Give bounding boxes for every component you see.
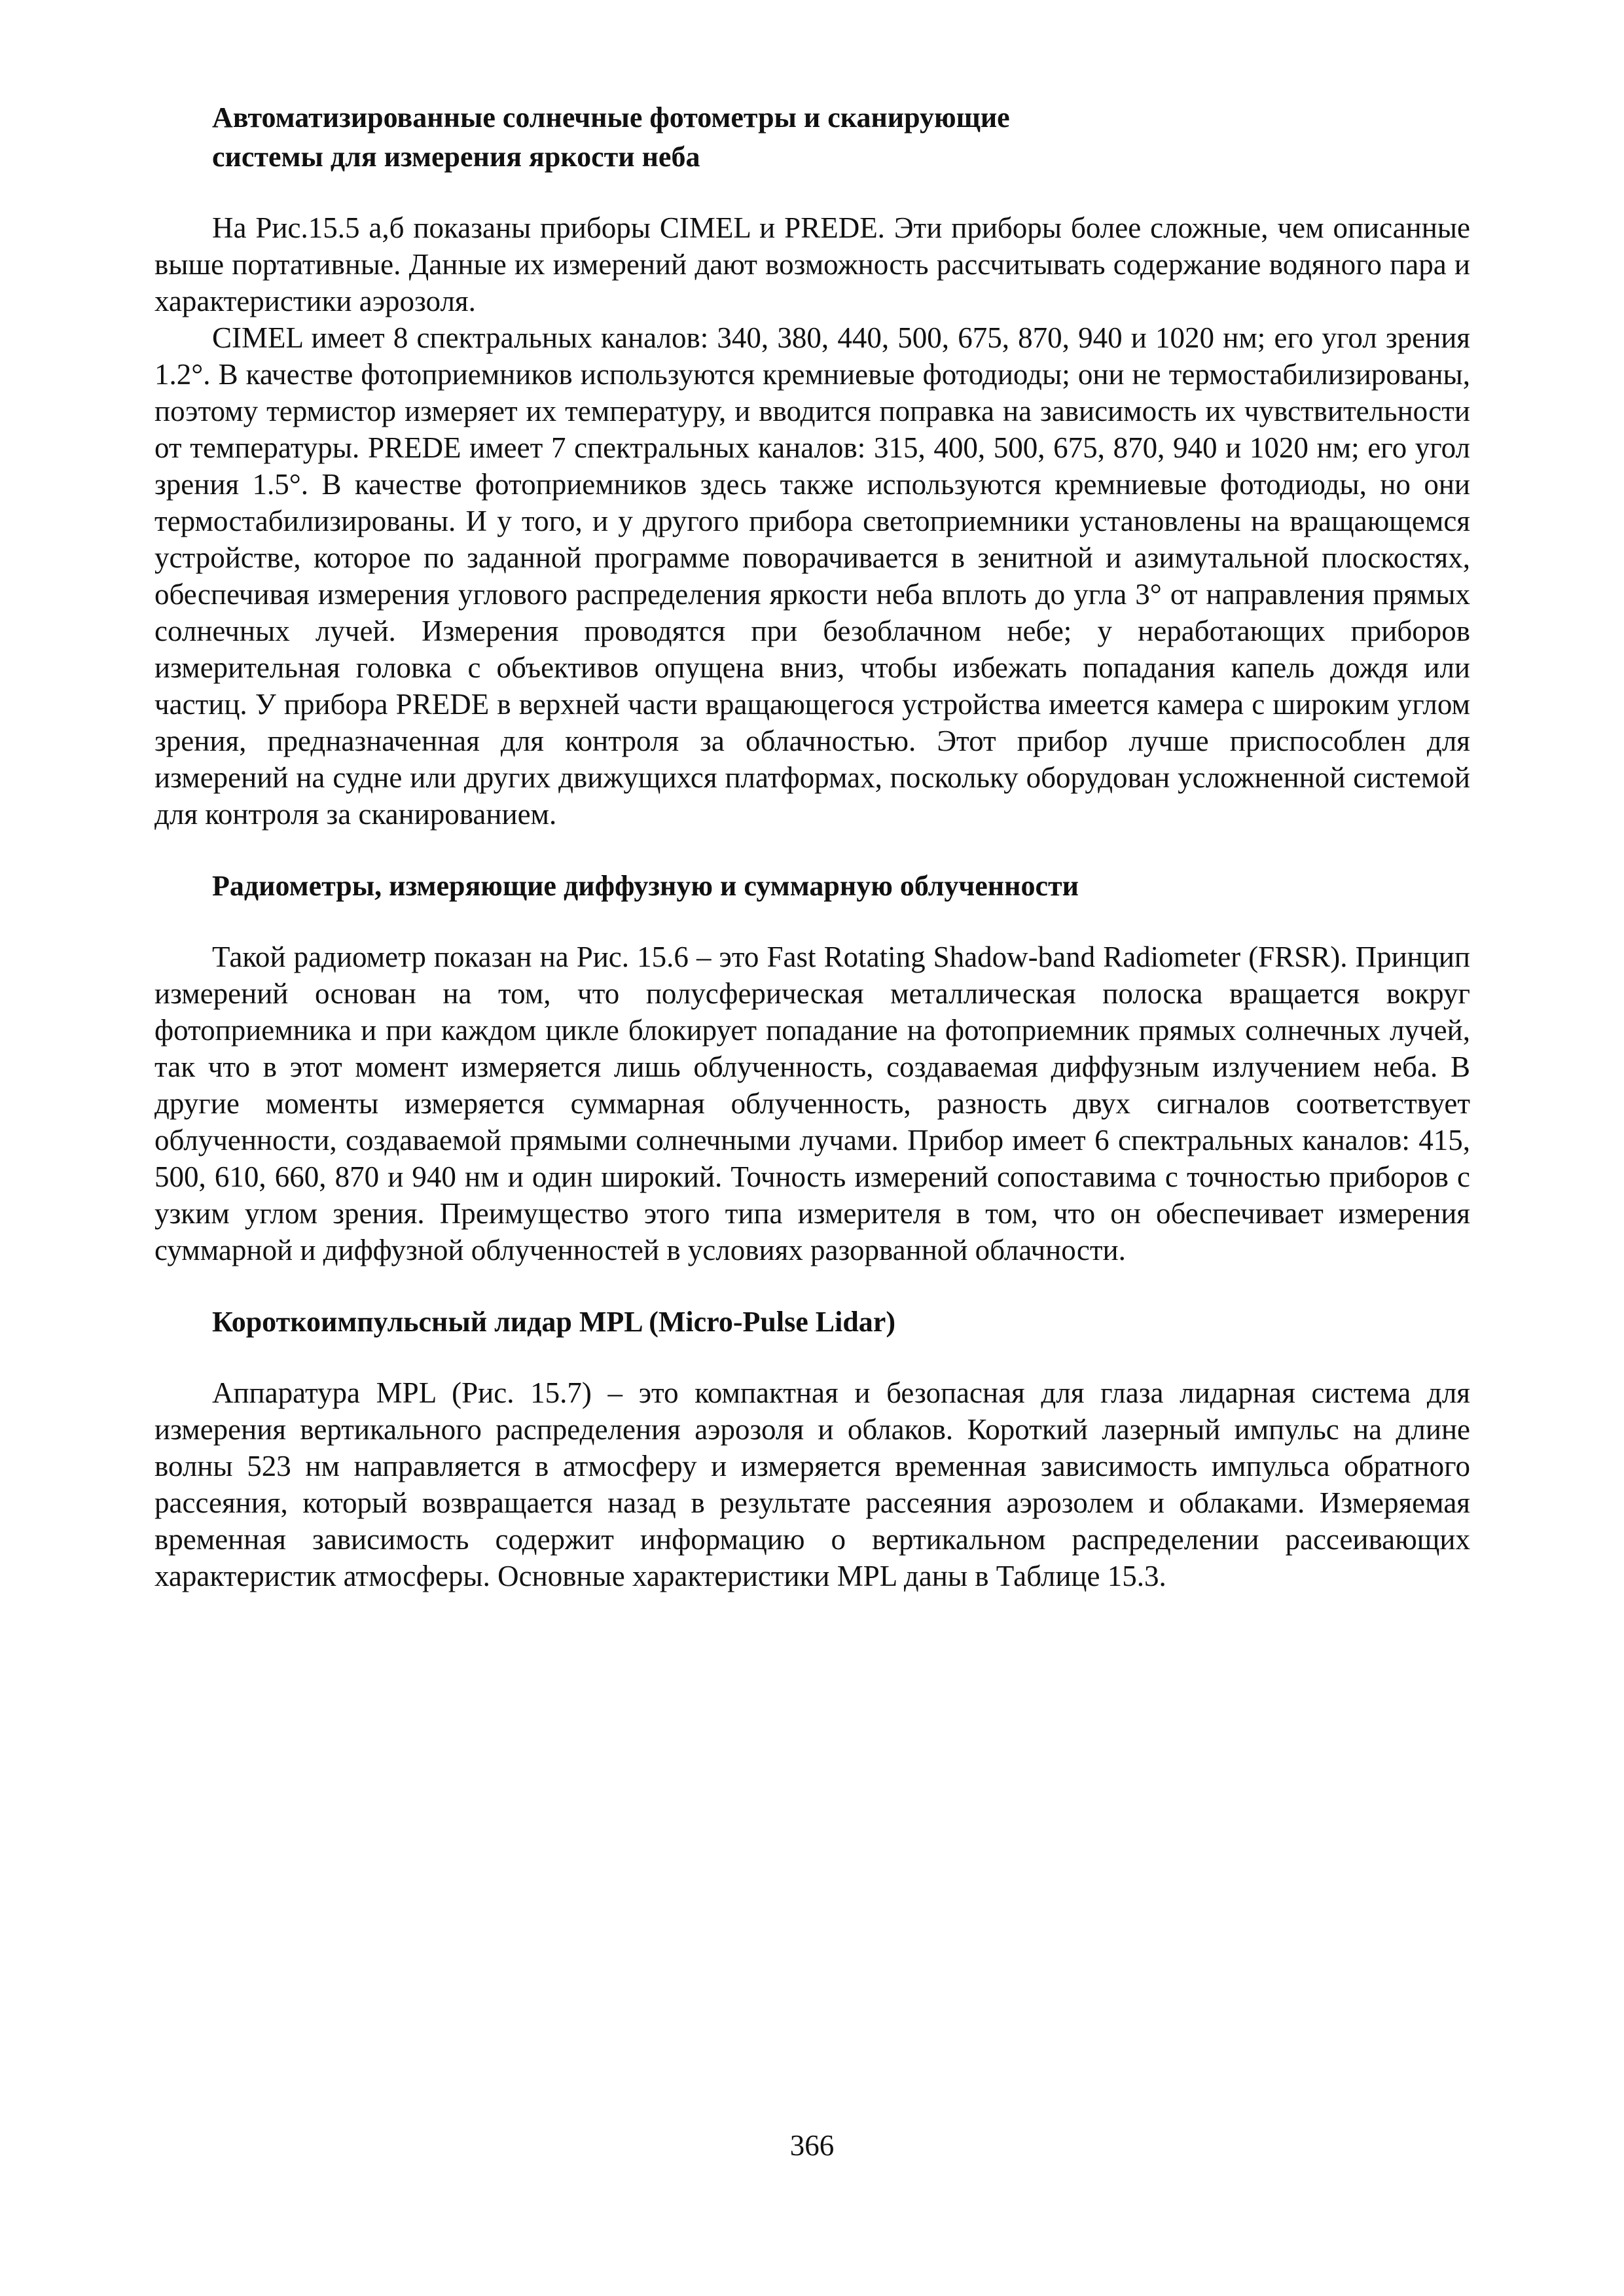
- page-number: 366: [789, 2129, 835, 2162]
- paragraph-cimel-prede-intro: На Рис.15.5 а,б показаны приборы CIMEL и PREDE. Эти приборы более сложные, чем описанные выше портативные. Данные их измерений дают возможность рассчитывать содержание водяного пара и характеристики аэрозоля.: [154, 211, 1470, 317]
- section-heading-photometers: Автоматизированные солнечные фотометры и сканирующие системы для измерения яркости неба: [212, 101, 1010, 173]
- section-heading-radiometers: Радиометры, измеряющие диффузную и суммарную облученности: [212, 870, 1079, 902]
- page-content: [154, 98, 1470, 1594]
- paragraph-mpl: Аппаратура MPL (Рис. 15.7) – это компактная и безопасная для глаза лидарная система для измерения вертикального распределения аэрозоля и облаков. Короткий лазерный импульс на длине волны 523 нм направляется в атмосферу и измеряется временная зависимость импульса обратного рассеяния, который возвращается назад в результате рассеяния аэрозолем и облаками. Измеряемая временная зависимость содержит информацию о вертикальном распределении рассеивающих характеристик атмосферы. Основные характеристики MPL даны в Таблице 15.3.: [154, 1376, 1470, 1592]
- paragraph-cimel-prede-details: CIMEL имеет 8 спектральных каналов: 340, 380, 440, 500, 675, 870, 940 и 1020 нм; его угол зрения 1.2°. В качестве фотоприемников используются кремниевые фотодиоды; они не термостабилизированы, поэтому термистор измеряет их температуру, и вводится поправка на зависимость их чувствительности от температуры. PREDE имеет 7 спектральных каналов: 315, 400, 500, 675, 870, 940 и 1020 нм; его угол зрения 1.5°. В качестве фотоприемников здесь также используются кремниевые фотодиоды, но они термостабилизированы. И у того, и у другого прибора светоприемники установлены на вращающемся устройстве, которое по заданной программе поворачивается в зенитной и азимутальной плоскостях, обеспечивая измерения углового распределения яркости неба вплоть до угла 3° от направления прямых солнечных лучей. Измерения проводятся при безоблачном небе; у неработающих приборов измерительная головка с объективов опущена вниз, чтобы избежать попадания капель дождя или частиц. У прибора PREDE в верхней части вращающегося устройства имеется камера с широким углом зрения, предназначенная для контроля за облачностью. Этот прибор лучше приспособлен для измерений на судне или других движущихся платформах, поскольку оборудован усложненной системой для контроля за сканированием.: [154, 321, 1470, 831]
- paragraph-frsr: Такой радиометр показан на Рис. 15.6 – это Fast Rotating Shadow-band Radiometer (FRSR). Принцип измерений основан на том, что полусферическая металлическая полоска вращается вокруг фотоприемника и при каждом цикле блокирует попадание на фотоприемник прямых солнечных лучей, так что в этот момент измеряется лишь облученность, создаваемая диффузным излучением неба. В другие моменты измеряется суммарная облученность, разность двух сигналов соответствует облученности, создаваемой прямыми солнечными лучами. Прибор имеет 6 спектральных каналов: 415, 500, 610, 660, 870 и 940 нм и один широкий. Точность измерений сопоставима с точностью приборов с узким углом зрения. Преимущество этого типа измерителя в том, что он обеспечивает измерения суммарной и диффузной облученностей в условиях разорванной облачности.: [154, 941, 1470, 1266]
- section-heading-lidar: Короткоимпульсный лидар MPL (Micro-Pulse Lidar): [212, 1306, 895, 1338]
